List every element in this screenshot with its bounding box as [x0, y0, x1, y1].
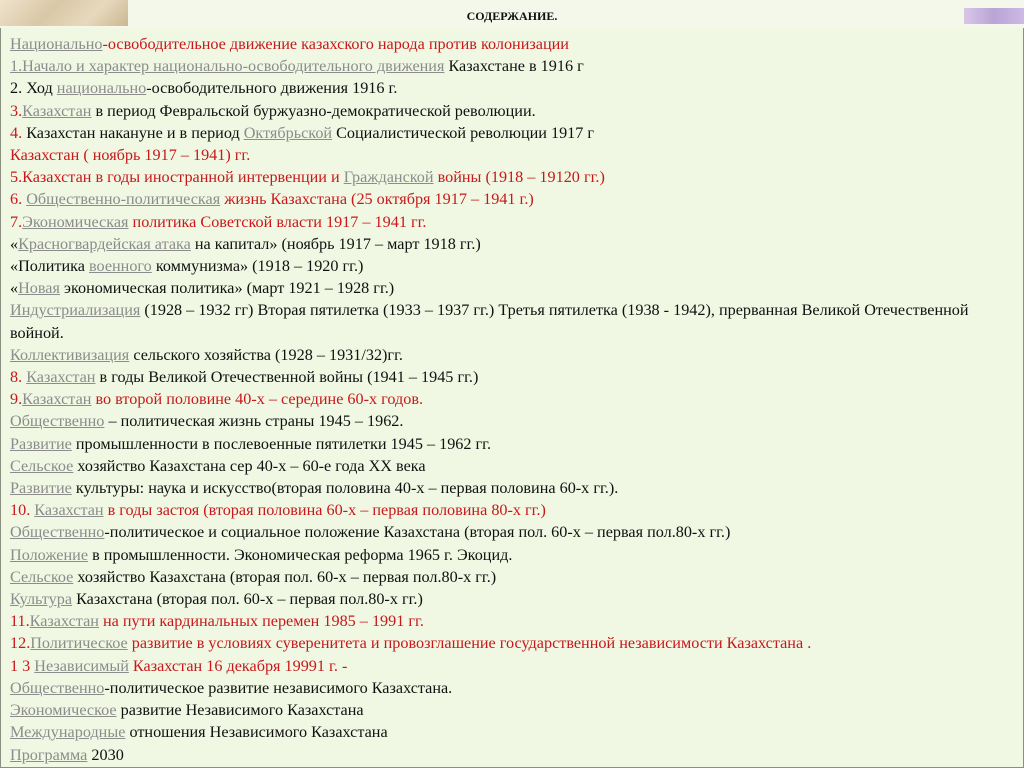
toc-link[interactable]: Культура	[10, 590, 73, 609]
toc-link[interactable]: Казахстан	[26, 368, 96, 387]
toc-line	[10, 277, 1015, 299]
toc-line	[10, 588, 1015, 610]
toc-link[interactable]: 1.Начало и характер национально-освободительного движения	[10, 57, 445, 76]
toc-text: развитие Независимого Казахстана	[116, 701, 364, 720]
toc-link[interactable]: Положение	[10, 545, 89, 564]
toc-link[interactable]: Общественно	[10, 523, 105, 542]
toc-text: Казахстан накануне и в период	[26, 123, 244, 142]
toc-link[interactable]: Казахстан	[34, 501, 104, 520]
toc-line	[10, 410, 1015, 432]
toc-link[interactable]: Казахстан	[22, 101, 92, 120]
toc-section-text: войны (1918 – 19120 гг.)	[433, 168, 605, 187]
toc-section-text: Казахстан 16 декабря 19991 г. -	[128, 656, 348, 675]
toc-line	[10, 233, 1015, 255]
toc-text: культуры: наука и искусство(вторая половина 40-х – первая половина 60-х гг.).	[71, 479, 619, 498]
page-title: СОДЕРЖАНИЕ.	[466, 9, 558, 23]
toc-text: Казахстане в 1916 г	[444, 57, 584, 76]
toc-line	[10, 632, 1015, 654]
table-of-contents	[10, 33, 1015, 766]
toc-line	[10, 610, 1015, 632]
toc-text: сельского хозяйства (1928 – 1931/32)гг.	[129, 345, 403, 364]
toc-line	[10, 55, 1015, 77]
toc-line	[10, 477, 1015, 499]
toc-text: коммунизма» (1918 – 1920 гг.)	[151, 257, 364, 276]
toc-section-text: -освободительное движение казахского народа против колонизации	[102, 35, 569, 53]
toc-link[interactable]: Общественно	[10, 678, 105, 697]
toc-text: «	[10, 234, 19, 253]
toc-line	[10, 344, 1015, 366]
toc-text: «	[10, 279, 19, 298]
toc-section-text: 7.	[10, 212, 23, 231]
toc-section-text: Казахстан ( ноябрь 1917 – 1941) гг.	[10, 146, 251, 165]
toc-text: отношения Независимого Казахстана	[125, 723, 388, 742]
toc-link[interactable]: Программа	[10, 745, 88, 764]
toc-line	[10, 721, 1015, 743]
toc-line	[10, 211, 1015, 233]
toc-text: на капитал» (ноябрь 1917 – март 1918 гг.)	[190, 234, 481, 253]
toc-link[interactable]: Сельское	[10, 456, 74, 475]
toc-section-text: во второй половине 40-х – середине 60-х годов.	[91, 390, 424, 409]
toc-section-text: в годы застоя (вторая половина 60-х – первая половина 80-х гг.)	[103, 501, 546, 520]
toc-section-text: 8.	[10, 368, 27, 387]
toc-text: -политическое развитие независимого Казахстана.	[104, 678, 453, 697]
toc-text: «Политика	[10, 257, 89, 276]
toc-text: Казахстана (вторая пол. 60-х – первая пол.80-х гг.)	[72, 590, 423, 609]
toc-text: Социалистической революции 1917 г	[332, 123, 595, 142]
toc-line	[10, 388, 1015, 410]
toc-link[interactable]: Экономическое	[10, 701, 117, 720]
toc-section-text: 11.	[10, 612, 30, 631]
toc-link[interactable]: Новая	[18, 279, 60, 298]
toc-link[interactable]: Общественно-политическая	[26, 190, 221, 209]
toc-text: -политическое и социальное положение Казахстана (вторая пол. 60-х – первая пол.80-х гг.)	[104, 523, 731, 542]
toc-text: – политическая жизнь страны 1945 – 1962.	[104, 412, 404, 431]
toc-line	[10, 188, 1015, 210]
toc-section-text: 12.	[10, 634, 31, 653]
toc-text: в период Февральской буржуазно-демократической революции.	[91, 101, 536, 120]
toc-link[interactable]: Казахстан	[22, 390, 92, 409]
toc-link[interactable]: Октябрьской	[243, 123, 333, 142]
toc-link[interactable]: Красногвардейская атака	[18, 234, 191, 253]
toc-link[interactable]: Развитие	[10, 479, 72, 498]
toc-line	[10, 744, 1015, 766]
toc-line	[10, 544, 1015, 566]
toc-line	[10, 566, 1015, 588]
toc-line	[10, 521, 1015, 543]
toc-link[interactable]: Гражданской	[343, 168, 434, 187]
decorative-corner-right	[964, 8, 1024, 24]
toc-section-text: на пути кардинальных перемен 1985 – 1991 гг.	[98, 612, 424, 631]
toc-line	[10, 122, 1015, 144]
toc-section-text: 10.	[10, 501, 35, 520]
toc-line	[10, 366, 1015, 388]
toc-section-text: 3.	[10, 101, 23, 120]
toc-line	[10, 77, 1015, 99]
toc-link[interactable]: национально	[56, 79, 147, 98]
toc-section-text: 6.	[10, 190, 27, 209]
toc-line	[10, 655, 1015, 677]
toc-text: (1928 – 1932 гг) Вторая пятилетка (1933 – 1937 гг.) Третья пятилетка (1938 - 1942), прерванная Великой Отечественной войной.	[10, 301, 969, 342]
toc-link[interactable]: Сельское	[10, 567, 74, 586]
toc-section-text: жизнь Казахстана (25 октября 1917 – 1941 г.)	[220, 190, 534, 209]
toc-text: хозяйство Казахстана сер 40-х – 60-е года ХХ века	[73, 456, 426, 475]
toc-text: 2030	[87, 745, 124, 764]
toc-link[interactable]: Коллективизация	[10, 345, 130, 364]
toc-link[interactable]: Экономическая	[22, 212, 129, 231]
toc-link[interactable]: Международные	[10, 723, 126, 742]
toc-text: -освободительного движения 1916 г.	[146, 79, 398, 98]
toc-text: в промышленности. Экономическая реформа 1965 г. Экоцид.	[88, 545, 513, 564]
toc-line	[10, 499, 1015, 521]
toc-section-text: 9.	[10, 390, 23, 409]
toc-text: в годы Великой Отечественной войны (1941 – 1945 гг.)	[95, 368, 479, 387]
toc-line	[10, 33, 1015, 55]
toc-text: 2. Ход	[10, 79, 57, 98]
toc-text: хозяйство Казахстана (вторая пол. 60-х – первая пол.80-х гг.)	[73, 567, 497, 586]
toc-line	[10, 299, 1015, 343]
toc-link[interactable]: Общественно	[10, 412, 105, 431]
toc-link[interactable]: Индустриализация	[10, 301, 141, 320]
toc-line	[10, 677, 1015, 699]
toc-text: экономическая политика» (март 1921 – 1928 гг.)	[59, 279, 395, 298]
toc-line	[10, 455, 1015, 477]
toc-text: промышленности в послевоенные пятилетки 1945 – 1962 гг.	[71, 434, 492, 453]
toc-section-text: развитие в условиях суверенитета и провозглашение государственной независимости Казахстана .	[127, 634, 812, 653]
toc-line	[10, 100, 1015, 122]
toc-line	[10, 699, 1015, 721]
toc-section-text: 5.Казахстан в годы иностранной интервенции и	[10, 168, 344, 187]
toc-line	[10, 144, 1015, 166]
slide-header	[0, 0, 1024, 28]
toc-line	[10, 166, 1015, 188]
toc-link[interactable]: Политическое	[30, 634, 128, 653]
toc-section-text: 4.	[10, 123, 27, 142]
toc-section-text: политика Советской власти 1917 – 1941 гг.	[128, 212, 427, 231]
toc-link[interactable]: Независимый	[34, 656, 129, 675]
toc-link[interactable]: Развитие	[10, 434, 72, 453]
toc-section-text: 1 3	[10, 656, 35, 675]
toc-line	[10, 255, 1015, 277]
toc-link[interactable]: Национально	[10, 35, 103, 53]
toc-line	[10, 433, 1015, 455]
toc-link[interactable]: военного	[89, 257, 152, 276]
toc-link[interactable]: Казахстан	[29, 612, 99, 631]
